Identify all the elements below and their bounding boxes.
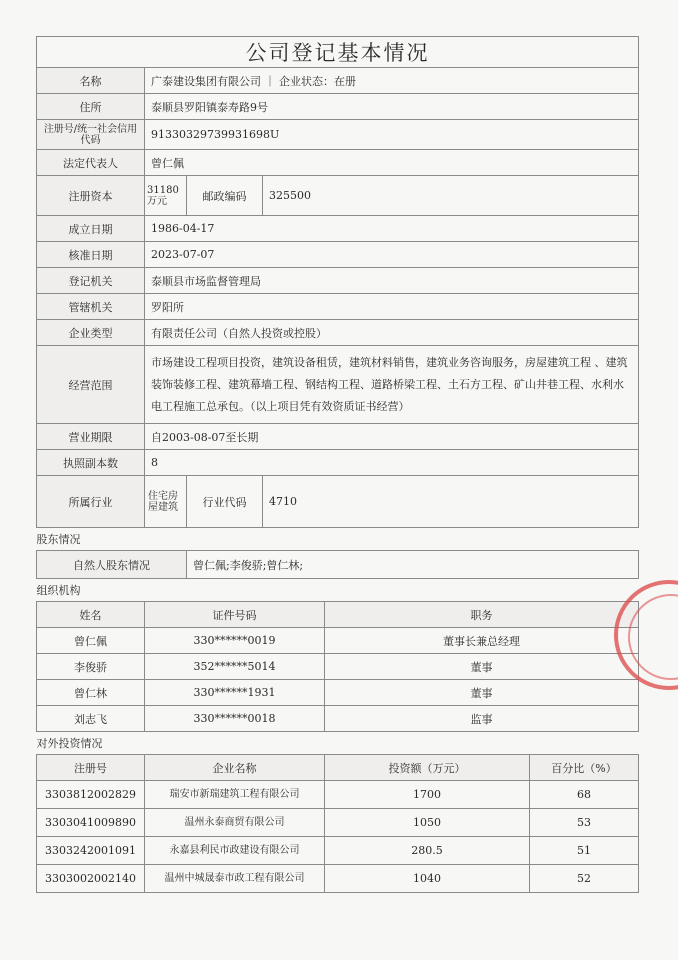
approved-value: 2023-07-07	[145, 242, 639, 268]
org-name: 曾仁佩	[37, 628, 145, 654]
inv-reg: 3303002002140	[37, 865, 145, 893]
org-header-id: 证件号码	[145, 602, 325, 628]
jurisdiction-label: 管辖机关	[37, 294, 145, 320]
authority-label: 登记机关	[37, 268, 145, 294]
shareholders-value: 曾仁佩;李俊骄;曾仁林;	[187, 551, 639, 579]
org-header-role: 职务	[325, 602, 639, 628]
industry-value: 住宅房屋建筑	[145, 476, 187, 528]
copies-label: 执照副本数	[37, 450, 145, 476]
org-id: 330******0018	[145, 706, 325, 732]
type-value: 有限责任公司（自然人投资或控股）	[145, 320, 639, 346]
shareholders-section-title: 股东情况	[37, 528, 639, 551]
shareholders-label: 自然人股东情况	[37, 551, 187, 579]
reg-no-label: 注册号/统一社会信用代码	[37, 120, 145, 150]
table-row	[37, 706, 639, 732]
company-registration-document	[36, 36, 638, 893]
inv-reg: 3303812002829	[37, 781, 145, 809]
table-row	[37, 865, 639, 893]
industry-code-label: 行业代码	[187, 476, 263, 528]
org-id: 330******0019	[145, 628, 325, 654]
term-label: 营业期限	[37, 424, 145, 450]
address-value: 泰顺县罗阳镇泰寿路9号	[145, 94, 639, 120]
org-role: 董事	[325, 680, 639, 706]
org-id: 330******1931	[145, 680, 325, 706]
industry-code-value: 4710	[263, 476, 639, 528]
inv-amount: 1040	[325, 865, 530, 893]
postcode-label: 邮政编码	[187, 176, 263, 216]
capital-label: 注册资本	[37, 176, 145, 216]
jurisdiction-value: 罗阳所	[145, 294, 639, 320]
legal-rep-value: 曾仁佩	[145, 150, 639, 176]
copies-value: 8	[145, 450, 639, 476]
inv-header-pct: 百分比（%）	[530, 755, 639, 781]
inv-header-name: 企业名称	[145, 755, 325, 781]
postcode-value: 325500	[263, 176, 639, 216]
table-row	[37, 809, 639, 837]
org-role: 董事长兼总经理	[325, 628, 639, 654]
address-label: 住所	[37, 94, 145, 120]
inv-name: 温州中城晟泰市政工程有限公司	[145, 865, 325, 893]
name-value: 广泰建设集团有限公司 ｜ 企业状态：在册	[145, 68, 639, 94]
table-row	[37, 654, 639, 680]
inv-header-reg: 注册号	[37, 755, 145, 781]
inv-amount: 1700	[325, 781, 530, 809]
org-name: 刘志飞	[37, 706, 145, 732]
inv-name: 瑞安市新瑞建筑工程有限公司	[145, 781, 325, 809]
established-value: 1986-04-17	[145, 216, 639, 242]
industry-label: 所属行业	[37, 476, 145, 528]
registration-table	[36, 36, 639, 893]
inv-reg: 3303242001091	[37, 837, 145, 865]
inv-name: 永嘉县利民市政建设有限公司	[145, 837, 325, 865]
official-seal-inner-ring	[628, 594, 678, 680]
org-role: 董事	[325, 654, 639, 680]
name-label: 名称	[37, 68, 145, 94]
reg-no-value: 91330329739931698U	[145, 120, 639, 150]
table-row	[37, 680, 639, 706]
established-label: 成立日期	[37, 216, 145, 242]
scope-value: 市场建设工程项目投资，建筑设备租赁，建筑材料销售，建筑业务咨询服务，房屋建筑工程 、建筑装饰装修工程、建筑幕墙工程、钢结构工程、道路桥梁工程、土石方工程、矿山井巷工程、水利水电工程施工总承包。（以上项目凭有效资质证书经营）	[145, 346, 639, 424]
type-label: 企业类型	[37, 320, 145, 346]
scope-label: 经营范围	[37, 346, 145, 424]
inv-pct: 51	[530, 837, 639, 865]
inv-amount: 1050	[325, 809, 530, 837]
org-id: 352******5014	[145, 654, 325, 680]
inv-header-amount: 投资额（万元）	[325, 755, 530, 781]
org-name: 曾仁林	[37, 680, 145, 706]
table-row	[37, 837, 639, 865]
table-row	[37, 781, 639, 809]
table-row	[37, 628, 639, 654]
inv-pct: 53	[530, 809, 639, 837]
approved-label: 核准日期	[37, 242, 145, 268]
inv-amount: 280.5	[325, 837, 530, 865]
inv-pct: 52	[530, 865, 639, 893]
page-title: 公司登记基本情况	[37, 37, 639, 68]
org-section-title: 组织机构	[37, 579, 639, 602]
inv-pct: 68	[530, 781, 639, 809]
org-name: 李俊骄	[37, 654, 145, 680]
org-role: 监事	[325, 706, 639, 732]
org-header-name: 姓名	[37, 602, 145, 628]
term-value: 自2003-08-07至长期	[145, 424, 639, 450]
capital-value: 31180万元	[145, 176, 187, 216]
legal-rep-label: 法定代表人	[37, 150, 145, 176]
authority-value: 泰顺县市场监督管理局	[145, 268, 639, 294]
inv-reg: 3303041009890	[37, 809, 145, 837]
investments-section-title: 对外投资情况	[37, 732, 639, 755]
inv-name: 温州永泰商贸有限公司	[145, 809, 325, 837]
